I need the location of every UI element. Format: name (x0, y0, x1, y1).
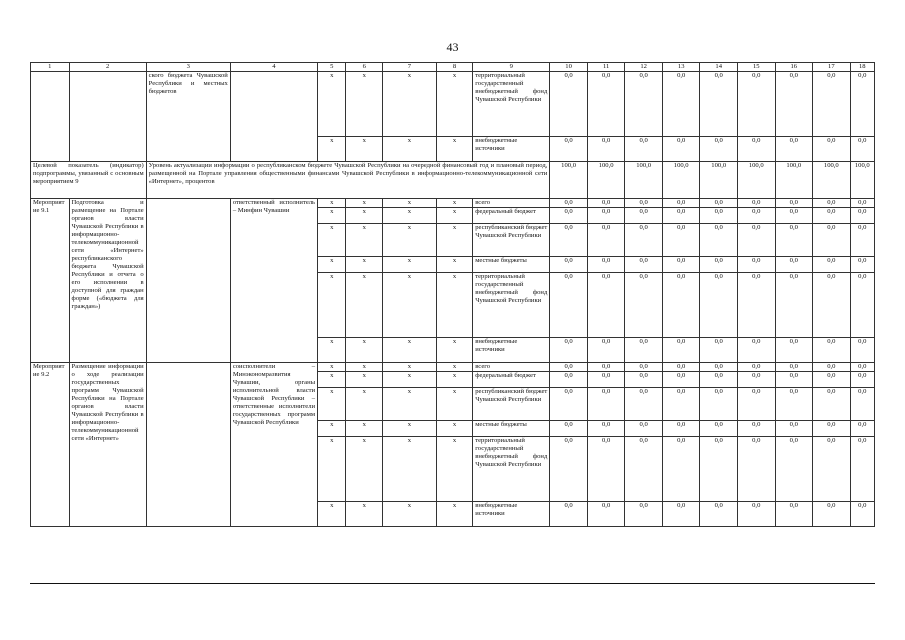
value-cell: 0,0 (737, 388, 775, 421)
program-table (30, 62, 875, 527)
column-number: 18 (850, 63, 874, 72)
cont-col4 (230, 72, 317, 162)
value-cell: 0,0 (625, 208, 663, 224)
value-cell: 0,0 (700, 273, 738, 338)
event-col3 (146, 363, 230, 527)
value-cell: 0,0 (587, 273, 625, 338)
code-cell: x (436, 224, 473, 257)
source-cell: местные бюджеты (473, 257, 550, 273)
value-cell: 0,0 (700, 372, 738, 388)
column-number: 15 (737, 63, 775, 72)
value-cell: 0,0 (813, 72, 851, 137)
code-cell: x (346, 257, 383, 273)
column-number: 7 (382, 63, 436, 72)
code-cell: x (318, 372, 346, 388)
value-cell: 0,0 (587, 388, 625, 421)
value-cell: 0,0 (587, 224, 625, 257)
code-cell: x (382, 208, 436, 224)
code-cell: x (436, 421, 473, 437)
indicator-value: 100,0 (550, 162, 588, 199)
column-number: 17 (813, 63, 851, 72)
indicator-value: 100,0 (737, 162, 775, 199)
value-cell: 0,0 (813, 137, 851, 162)
event-name: Размещение информации о ходе реализации государственных программ Чувашской Республики на Портале органов власти Чувашской Республики в информационно-телекоммуникационной сети «Интернет» (69, 363, 146, 527)
indicator-label: Целевой показатель (индикатор) подпрограммы, увязанный с основным мероприятием 9 (31, 162, 147, 199)
value-cell: 0,0 (737, 257, 775, 273)
table-row (31, 72, 875, 137)
code-cell: x (318, 224, 346, 257)
value-cell: 0,0 (737, 502, 775, 527)
code-cell: x (436, 388, 473, 421)
code-cell: x (436, 208, 473, 224)
value-cell: 0,0 (662, 502, 700, 527)
value-cell: 0,0 (662, 273, 700, 338)
code-cell: x (382, 199, 436, 208)
indicator-value: 100,0 (813, 162, 851, 199)
value-cell: 0,0 (662, 199, 700, 208)
value-cell: 0,0 (850, 273, 874, 338)
code-cell: x (382, 372, 436, 388)
value-cell: 0,0 (700, 437, 738, 502)
value-cell: 0,0 (850, 72, 874, 137)
value-cell: 0,0 (625, 388, 663, 421)
column-number: 14 (700, 63, 738, 72)
indicator-value: 100,0 (587, 162, 625, 199)
code-cell: x (436, 363, 473, 372)
value-cell: 0,0 (775, 273, 813, 338)
table-bottom-rule (30, 583, 875, 584)
value-cell: 0,0 (775, 72, 813, 137)
value-cell: 0,0 (813, 437, 851, 502)
value-cell: 0,0 (850, 208, 874, 224)
indicator-value: 100,0 (775, 162, 813, 199)
value-cell: 0,0 (587, 363, 625, 372)
code-cell: x (346, 372, 383, 388)
value-cell: 0,0 (700, 137, 738, 162)
value-cell: 0,0 (587, 199, 625, 208)
value-cell: 0,0 (850, 372, 874, 388)
code-cell: x (318, 363, 346, 372)
value-cell: 0,0 (625, 273, 663, 338)
value-cell: 0,0 (625, 257, 663, 273)
value-cell: 0,0 (850, 363, 874, 372)
value-cell: 0,0 (737, 273, 775, 338)
value-cell: 0,0 (587, 208, 625, 224)
code-cell: x (346, 338, 383, 363)
code-cell: x (346, 199, 383, 208)
value-cell: 0,0 (737, 437, 775, 502)
value-cell: 0,0 (775, 137, 813, 162)
value-cell: 0,0 (775, 363, 813, 372)
cont-col3: ского бюджета Чувашской Республики и местных бюджетов (146, 72, 230, 162)
value-cell: 0,0 (775, 199, 813, 208)
column-number: 11 (587, 63, 625, 72)
code-cell: x (436, 372, 473, 388)
value-cell: 0,0 (850, 257, 874, 273)
source-cell: местные бюджеты (473, 421, 550, 437)
value-cell: 0,0 (813, 257, 851, 273)
value-cell: 0,0 (700, 421, 738, 437)
value-cell: 0,0 (813, 388, 851, 421)
code-cell: x (382, 502, 436, 527)
value-cell: 0,0 (700, 502, 738, 527)
value-cell: 0,0 (850, 224, 874, 257)
value-cell: 0,0 (775, 224, 813, 257)
value-cell: 0,0 (550, 137, 588, 162)
value-cell: 0,0 (775, 338, 813, 363)
value-cell: 0,0 (813, 502, 851, 527)
cont-col2 (69, 72, 146, 162)
value-cell: 0,0 (550, 363, 588, 372)
code-cell: x (318, 257, 346, 273)
value-cell: 0,0 (850, 338, 874, 363)
code-cell: x (318, 137, 346, 162)
code-cell: x (346, 224, 383, 257)
code-cell: x (382, 72, 436, 137)
value-cell: 0,0 (550, 372, 588, 388)
indicator-value: 100,0 (625, 162, 663, 199)
indicator-text: Уровень актуализации информации о республиканском бюджете Чувашской Республики на очередной финансовый год и плановый период, размещенной на Портале управления общественными финансами Чувашской Республики в информационно-телекоммуникационной сети «Интернет», процентов (146, 162, 550, 199)
source-cell: внебюджетные источники (473, 502, 550, 527)
source-cell: внебюджетные источники (473, 338, 550, 363)
value-cell: 0,0 (662, 137, 700, 162)
value-cell: 0,0 (587, 372, 625, 388)
value-cell: 0,0 (550, 72, 588, 137)
code-cell: x (318, 388, 346, 421)
value-cell: 0,0 (625, 421, 663, 437)
value-cell: 0,0 (625, 372, 663, 388)
value-cell: 0,0 (850, 502, 874, 527)
value-cell: 0,0 (700, 72, 738, 137)
value-cell: 0,0 (587, 502, 625, 527)
value-cell: 0,0 (662, 257, 700, 273)
value-cell: 0,0 (775, 437, 813, 502)
code-cell: x (382, 421, 436, 437)
source-cell: всего (473, 363, 550, 372)
value-cell: 0,0 (700, 208, 738, 224)
column-number: 6 (346, 63, 383, 72)
value-cell: 0,0 (625, 437, 663, 502)
code-cell: x (318, 421, 346, 437)
value-cell: 0,0 (700, 224, 738, 257)
value-cell: 0,0 (662, 388, 700, 421)
source-cell: всего (473, 199, 550, 208)
column-number: 5 (318, 63, 346, 72)
value-cell: 0,0 (587, 137, 625, 162)
code-cell: x (436, 273, 473, 338)
cont-col1 (31, 72, 70, 162)
value-cell: 0,0 (775, 388, 813, 421)
value-cell: 0,0 (775, 372, 813, 388)
value-cell: 0,0 (550, 273, 588, 338)
value-cell: 0,0 (737, 421, 775, 437)
value-cell: 0,0 (737, 372, 775, 388)
code-cell: x (436, 199, 473, 208)
value-cell: 0,0 (625, 72, 663, 137)
column-number: 1 (31, 63, 70, 72)
value-cell: 0,0 (662, 224, 700, 257)
source-cell: территориальный государственный внебюджетный фонд Чувашской Республики (473, 273, 550, 338)
value-cell: 0,0 (625, 199, 663, 208)
event-executor: соисполнители – Минэкономразвития Чувашии, органы исполнительной власти Чувашской Республики – ответственные исполнители государственных программ Чувашской Республики (230, 363, 317, 527)
header-row (31, 63, 875, 72)
value-cell: 0,0 (587, 437, 625, 502)
code-cell: x (318, 437, 346, 502)
value-cell: 0,0 (700, 363, 738, 372)
value-cell: 0,0 (662, 372, 700, 388)
page-number: 43 (446, 40, 459, 54)
value-cell: 0,0 (813, 372, 851, 388)
code-cell: x (436, 137, 473, 162)
column-number: 13 (662, 63, 700, 72)
value-cell: 0,0 (850, 388, 874, 421)
code-cell: x (346, 421, 383, 437)
value-cell: 0,0 (850, 437, 874, 502)
value-cell: 0,0 (662, 437, 700, 502)
source-cell: республиканский бюджет Чувашской Республики (473, 224, 550, 257)
column-number: 3 (146, 63, 230, 72)
value-cell: 0,0 (813, 338, 851, 363)
code-cell: x (346, 502, 383, 527)
code-cell: x (382, 224, 436, 257)
column-number: 10 (550, 63, 588, 72)
code-cell: x (382, 137, 436, 162)
value-cell: 0,0 (700, 257, 738, 273)
value-cell: 0,0 (662, 208, 700, 224)
value-cell: 0,0 (737, 363, 775, 372)
value-cell: 0,0 (587, 421, 625, 437)
value-cell: 0,0 (813, 421, 851, 437)
value-cell: 0,0 (775, 502, 813, 527)
column-number: 4 (230, 63, 317, 72)
source-cell: территориальный государственный внебюджетный фонд Чувашской Республики (473, 437, 550, 502)
code-cell: x (436, 72, 473, 137)
code-cell: x (382, 273, 436, 338)
code-cell: x (318, 273, 346, 338)
source-cell: федеральный бюджет (473, 372, 550, 388)
value-cell: 0,0 (662, 421, 700, 437)
value-cell: 0,0 (625, 224, 663, 257)
source-cell: внебюджетные источники (473, 137, 550, 162)
event-id: Мероприятие 9.2 (31, 363, 70, 527)
code-cell: x (346, 273, 383, 338)
event-id: Мероприятие 9.1 (31, 199, 70, 363)
code-cell: x (346, 208, 383, 224)
event-executor: ответственный исполнитель – Минфин Чувашии (230, 199, 317, 363)
code-cell: x (346, 72, 383, 137)
value-cell: 0,0 (587, 338, 625, 363)
value-cell: 0,0 (775, 257, 813, 273)
value-cell: 0,0 (625, 338, 663, 363)
column-number: 9 (473, 63, 550, 72)
value-cell: 0,0 (700, 199, 738, 208)
value-cell: 0,0 (737, 137, 775, 162)
value-cell: 0,0 (662, 338, 700, 363)
code-cell: x (382, 388, 436, 421)
value-cell: 0,0 (587, 72, 625, 137)
event-name: Подготовка и размещение на Портале органов власти Чувашской Республики в информационно-телекоммуникационной сети «Интернет» республиканского бюджета Чувашской Республики и отчета о его исполнении в доступной для граждан форме («бюджета для граждан») (69, 199, 146, 363)
table-row (31, 363, 875, 372)
column-number: 2 (69, 63, 146, 72)
value-cell: 0,0 (625, 363, 663, 372)
indicator-value: 100,0 (662, 162, 700, 199)
code-cell: x (382, 338, 436, 363)
column-number: 12 (625, 63, 663, 72)
value-cell: 0,0 (737, 72, 775, 137)
code-cell: x (382, 437, 436, 502)
value-cell: 0,0 (813, 224, 851, 257)
code-cell: x (382, 363, 436, 372)
value-cell: 0,0 (775, 421, 813, 437)
code-cell: x (318, 72, 346, 137)
column-number: 8 (436, 63, 473, 72)
code-cell: x (318, 502, 346, 527)
code-cell: x (318, 208, 346, 224)
value-cell: 0,0 (737, 338, 775, 363)
value-cell: 0,0 (550, 257, 588, 273)
code-cell: x (346, 363, 383, 372)
value-cell: 0,0 (813, 199, 851, 208)
value-cell: 0,0 (850, 137, 874, 162)
indicator-value: 100,0 (700, 162, 738, 199)
value-cell: 0,0 (550, 388, 588, 421)
value-cell: 0,0 (813, 208, 851, 224)
code-cell: x (346, 137, 383, 162)
code-cell: x (436, 437, 473, 502)
value-cell: 0,0 (550, 338, 588, 363)
source-cell: республиканский бюджет Чувашской Республики (473, 388, 550, 421)
value-cell: 0,0 (550, 224, 588, 257)
table-row (31, 199, 875, 208)
value-cell: 0,0 (813, 363, 851, 372)
value-cell: 0,0 (737, 224, 775, 257)
value-cell: 0,0 (587, 257, 625, 273)
column-number: 16 (775, 63, 813, 72)
code-cell: x (318, 199, 346, 208)
value-cell: 0,0 (775, 208, 813, 224)
code-cell: x (346, 388, 383, 421)
indicator-row (31, 162, 875, 199)
value-cell: 0,0 (662, 72, 700, 137)
code-cell: x (382, 257, 436, 273)
code-cell: x (318, 338, 346, 363)
indicator-value: 100,0 (850, 162, 874, 199)
value-cell: 0,0 (662, 363, 700, 372)
value-cell: 0,0 (625, 137, 663, 162)
code-cell: x (436, 338, 473, 363)
value-cell: 0,0 (700, 338, 738, 363)
code-cell: x (346, 437, 383, 502)
code-cell: x (436, 502, 473, 527)
value-cell: 0,0 (550, 421, 588, 437)
value-cell: 0,0 (550, 502, 588, 527)
value-cell: 0,0 (625, 502, 663, 527)
value-cell: 0,0 (550, 437, 588, 502)
value-cell: 0,0 (550, 208, 588, 224)
source-cell: федеральный бюджет (473, 208, 550, 224)
value-cell: 0,0 (850, 199, 874, 208)
code-cell: x (436, 257, 473, 273)
value-cell: 0,0 (813, 273, 851, 338)
value-cell: 0,0 (850, 421, 874, 437)
value-cell: 0,0 (737, 208, 775, 224)
event-col3 (146, 199, 230, 363)
value-cell: 0,0 (700, 388, 738, 421)
source-cell: территориальный государственный внебюджетный фонд Чувашской Республики (473, 72, 550, 137)
value-cell: 0,0 (550, 199, 588, 208)
value-cell: 0,0 (737, 199, 775, 208)
